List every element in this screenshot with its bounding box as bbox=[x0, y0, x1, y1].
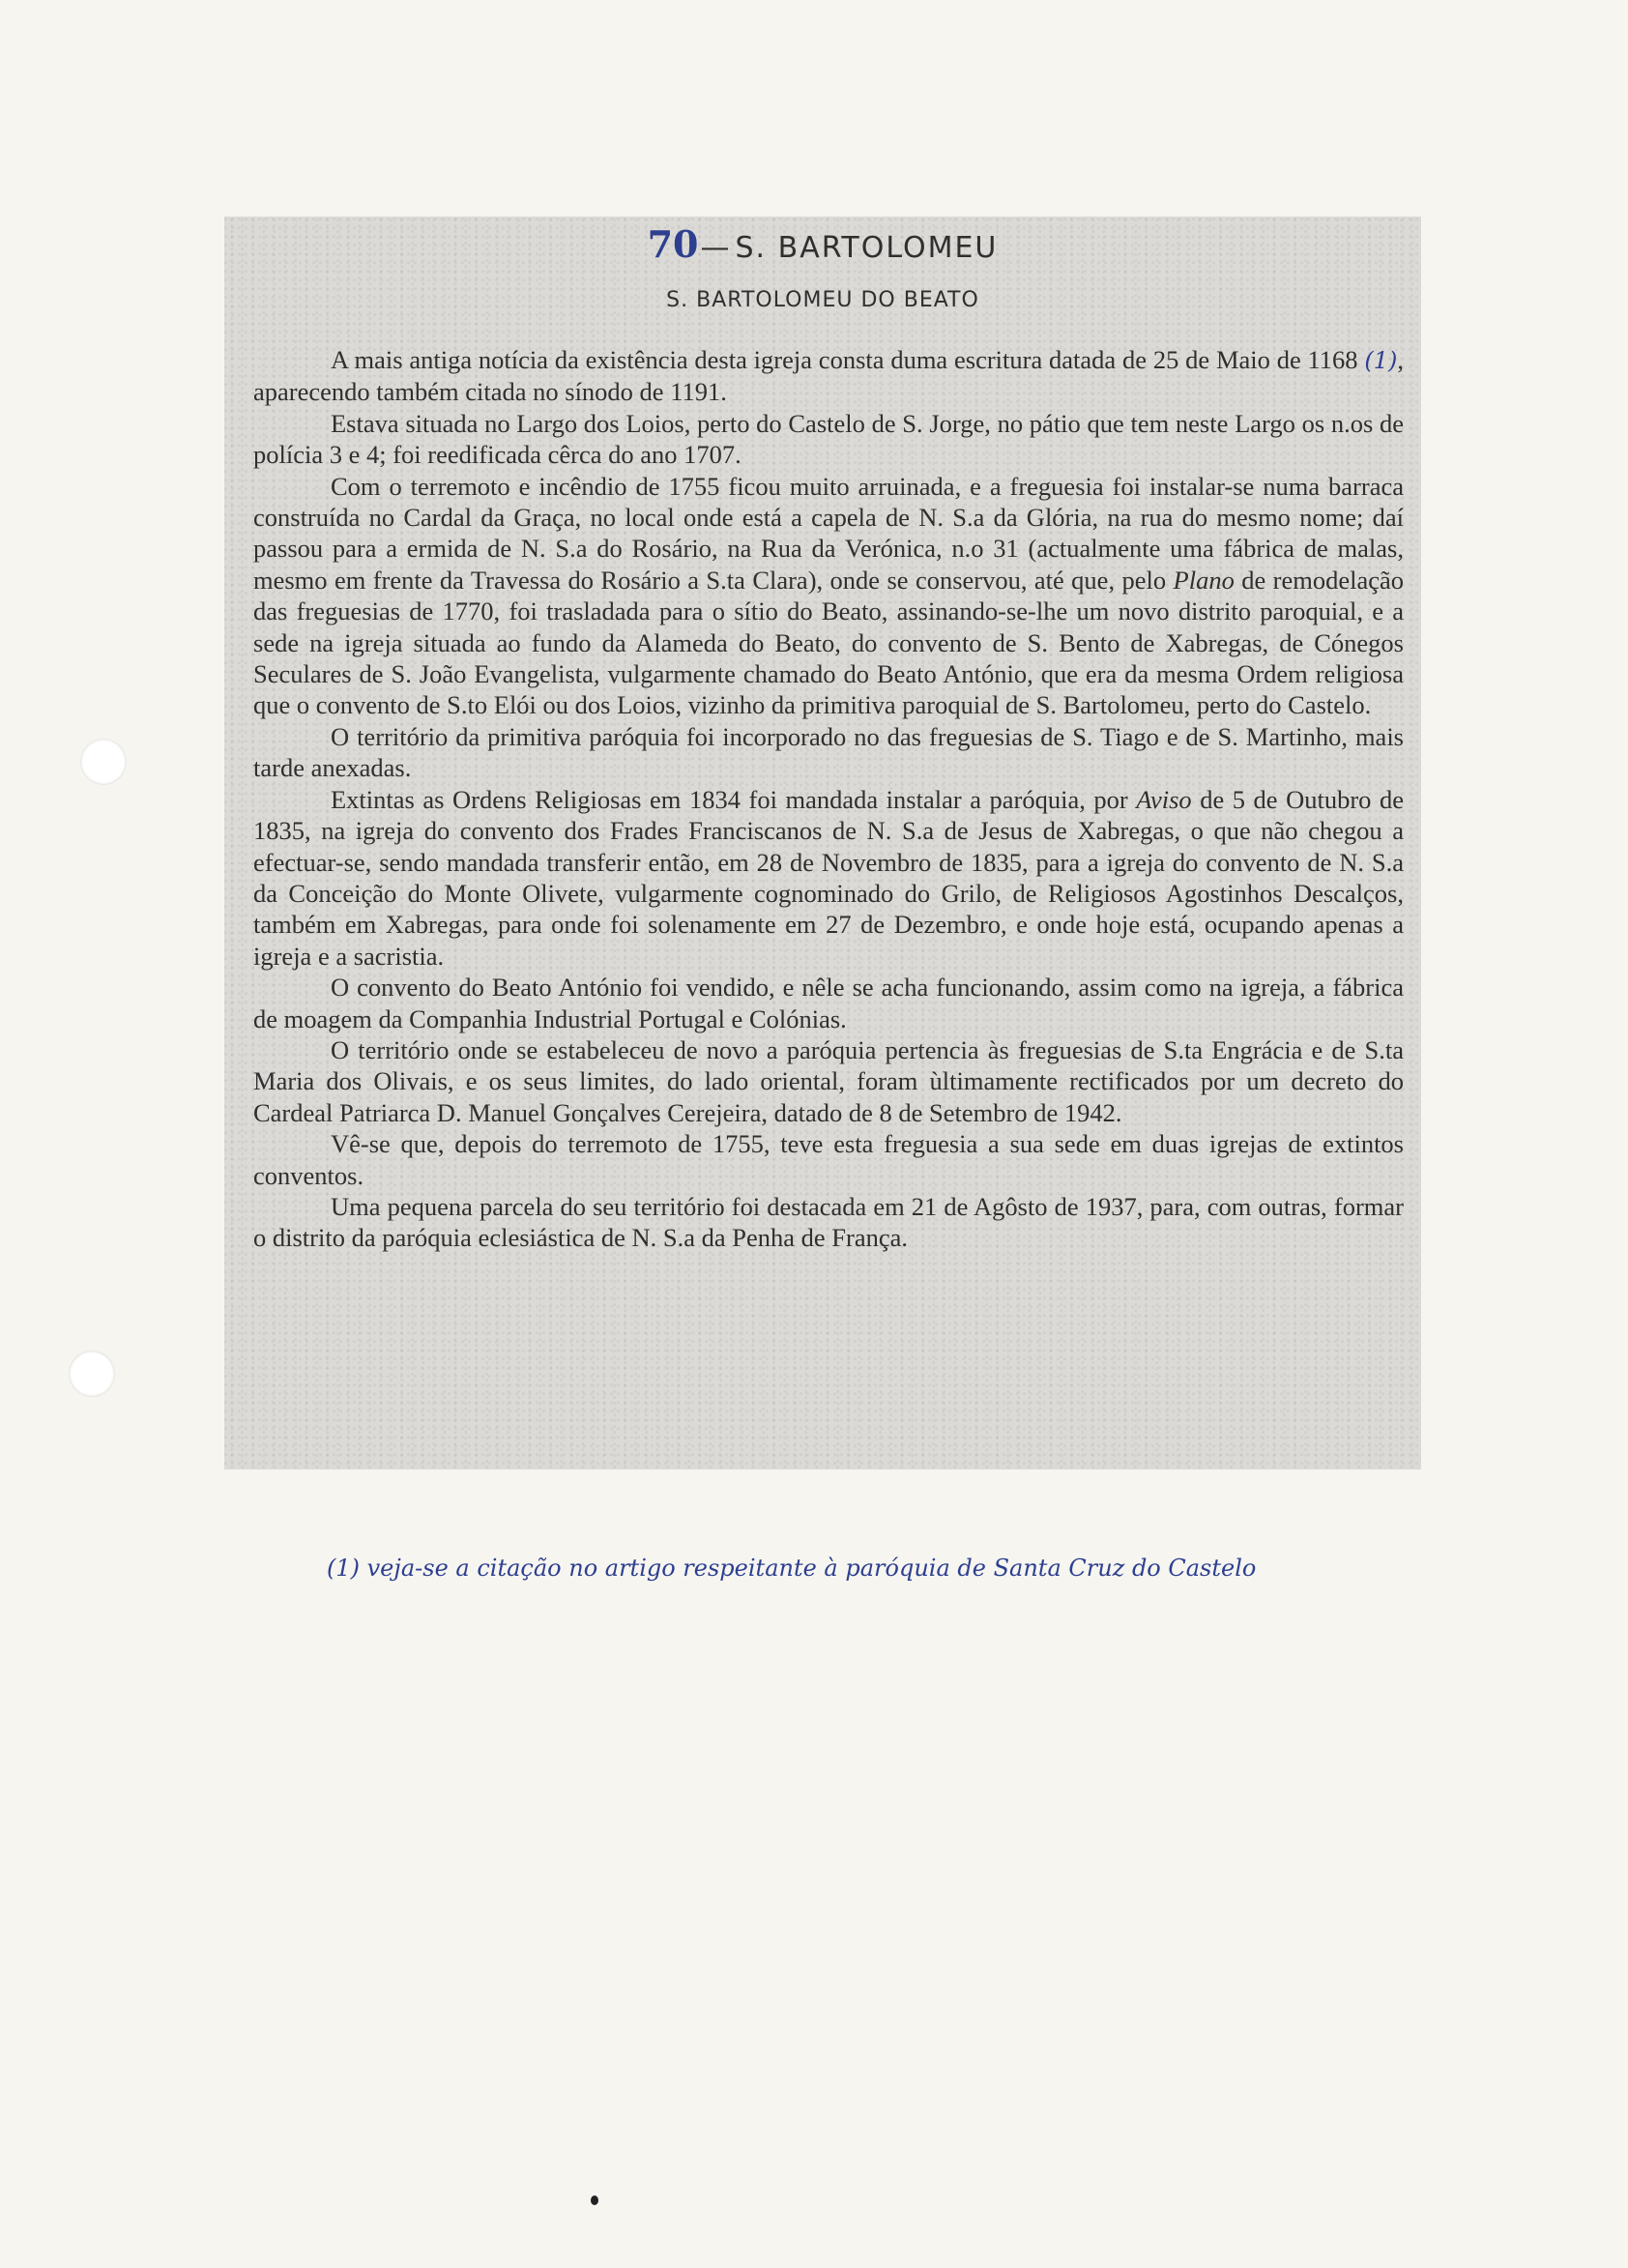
article-body bbox=[253, 344, 1404, 1254]
ink-dot bbox=[591, 2195, 598, 2205]
page-subtitle: S. BARTOLOMEU DO BEATO bbox=[666, 288, 979, 312]
handwritten-footnote: (1) veja-se a citação no artigo respeitante à paróquia de Santa Cruz do Castelo bbox=[327, 1555, 1257, 1582]
heading-separator: — bbox=[700, 231, 732, 265]
punch-hole-top bbox=[80, 739, 127, 785]
punch-hole-bottom bbox=[69, 1351, 115, 1397]
paragraph bbox=[253, 471, 1404, 721]
italic-term: Plano bbox=[1173, 565, 1235, 595]
paragraph bbox=[253, 344, 1404, 408]
handwritten-footnote-marker: (1) bbox=[1364, 347, 1398, 374]
paragraph: Uma pequena parcela do seu território foi destacada em 21 de Agôsto de 1937, para, com outras, formar o distrito da paróquia eclesiástica de N. S.a da Penha de França. bbox=[253, 1191, 1404, 1253]
page-heading bbox=[224, 222, 1421, 266]
handwritten-entry-number: 70 bbox=[647, 222, 699, 266]
paragraph-text: , aparecendo também citada no sínodo de 1191. bbox=[253, 345, 1404, 407]
paragraph bbox=[253, 784, 1404, 972]
paragraph: Vê-se que, depois do terremoto de 1755, teve esta freguesia a sua sede em duas igrejas de extintos conventos. bbox=[253, 1129, 1404, 1190]
paragraph: O território onde se estabeleceu de novo a paróquia pertencia às freguesias de S.ta Engrácia e de S.ta Maria dos Olivais, e os seus limites, do lado oriental, foram ùltimamente rectificados por um decreto do Cardeal Patriarca D. Manuel Gonçalves Cerejeira, datado de 8 de Setembro de 1942. bbox=[253, 1034, 1404, 1127]
paragraph-text: Extintas as Ordens Religiosas em 1834 foi mandada instalar a paróquia, por bbox=[331, 784, 1137, 814]
italic-term: Aviso bbox=[1136, 784, 1192, 814]
page-title: S. BARTOLOMEU bbox=[735, 231, 999, 265]
printed-clipping bbox=[224, 217, 1421, 1469]
paragraph-text: de remodelação das freguesias de 1770, foi trasladada para o sítio do Beato, assinando-se-lhe um novo distrito paroquial, e a sede na igreja situada ao fundo da Alameda do Beato, do convento de S. Bento de Xabregas, de Cónegos Seculares de S. João Evangelista, vulgarmente chamado do Beato António, que era da mesma Ordem religiosa que o convento de S.to Elói ou dos Loios, vizinho da primitiva paroquial de S. Bartolomeu, perto do Castelo. bbox=[253, 565, 1405, 720]
paragraph-text: A mais antiga notícia da existência desta igreja consta duma escritura datada de 25 de Maio de 1168 bbox=[331, 345, 1365, 374]
paragraph-text: Com o terremoto e incêndio de 1755 ficou muito arruinada, e a freguesia foi instalar-se numa barraca construída no Cardal da Graça, no local onde está a capela de N. S.a da Glória, na rua do mesmo nome; daí passou para a ermida de N. S.a do Rosário, na Rua da Verónica, n.o 31 (actualmente uma fábrica de malas, mesmo em frente da Travessa do Rosário a S.ta Clara), onde se conservou, até que, pelo bbox=[253, 471, 1404, 595]
paragraph: O território da primitiva paróquia foi incorporado no das freguesias de S. Tiago e de S. Martinho, mais tarde anexadas. bbox=[253, 721, 1404, 783]
paragraph: Estava situada no Largo dos Loios, perto do Castelo de S. Jorge, no pátio que tem neste Largo os n.os de polícia 3 e 4; foi reedificada cêrca do ano 1707. bbox=[253, 408, 1404, 470]
paragraph: O convento do Beato António foi vendido, e nêle se acha funcionando, assim como na igreja, a fábrica de moagem da Companhia Industrial Portugal e Colónias. bbox=[253, 973, 1404, 1033]
paragraph-text: de 5 de Outubro de 1835, na igreja do convento dos Frades Franciscanos de N. S.a de Jesus de Xabregas, o que não chegou a efectuar-se, sendo mandada transferir então, em 28 de Novembro de 1835, para a igreja do convento de N. S.a da Conceição do Monte Olivete, vulgarmente cognominado do Grilo, de Religiosos Agostinhos Descalços, também em Xabregas, para onde foi solenamente em 27 de Dezembro, e onde hoje está, ocupando apenas a igreja e a sacristia. bbox=[253, 784, 1404, 971]
